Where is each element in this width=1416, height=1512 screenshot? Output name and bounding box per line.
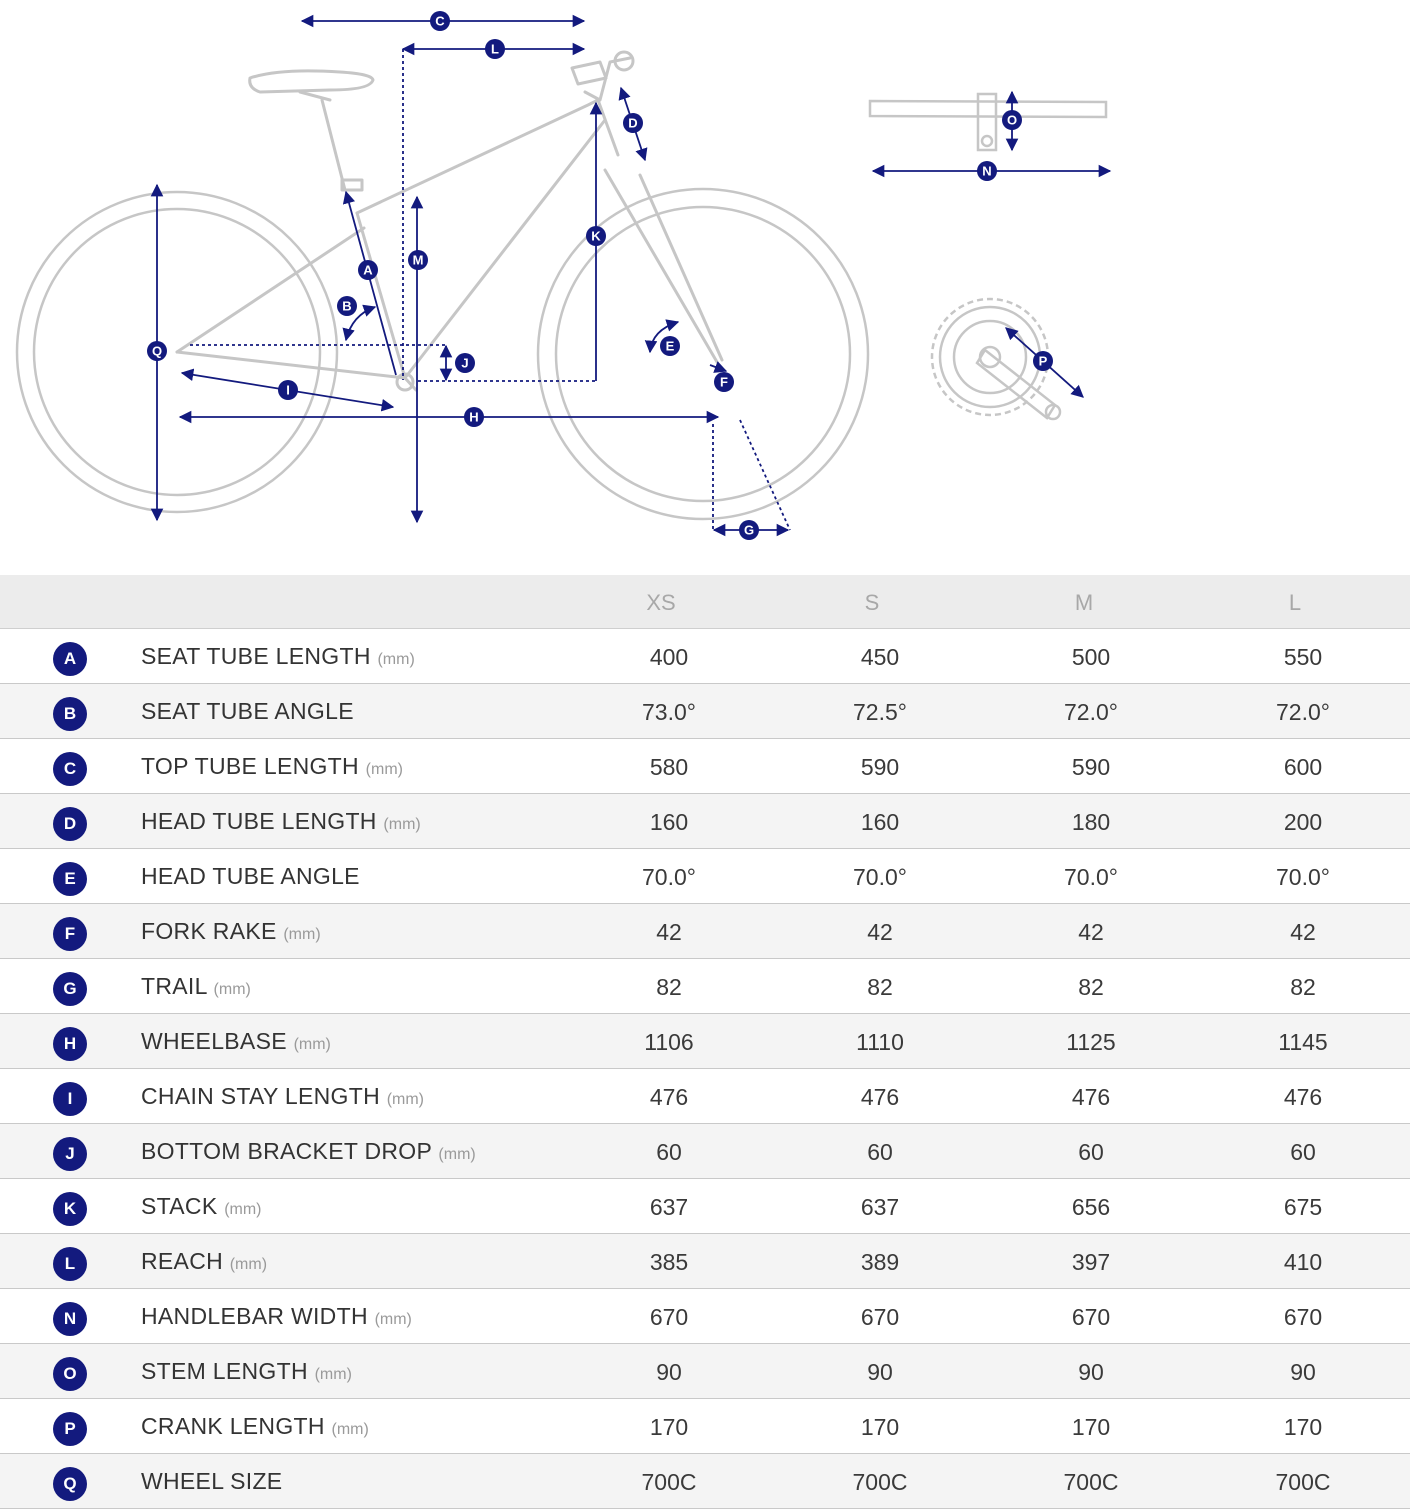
table-row xyxy=(0,849,1410,904)
table-cell: 700C xyxy=(1063,1469,1119,1495)
marker-l xyxy=(485,39,505,59)
table-cell: 500 xyxy=(1071,644,1111,670)
dimension-unit: (mm) xyxy=(383,816,421,833)
svg-text:A: A xyxy=(363,262,373,278)
dimension-unit: (mm) xyxy=(229,1256,268,1273)
dimension-badge: K xyxy=(53,1192,87,1226)
svg-text:Q: Q xyxy=(151,343,163,359)
dimension-label xyxy=(141,684,354,738)
table-row xyxy=(0,959,1410,1014)
dimension-badge: F xyxy=(53,917,87,951)
dimension-name: HEAD TUBE ANGLE xyxy=(141,863,360,889)
dimension-name: SEAT TUBE ANGLE xyxy=(141,698,354,724)
table-cell: 160 xyxy=(860,809,900,835)
svg-text:P: P xyxy=(1038,353,1048,369)
dimension-unit: (mm) xyxy=(377,651,415,668)
table-row xyxy=(0,739,1410,794)
svg-text:E: E xyxy=(665,338,675,354)
table-cell: 82 xyxy=(1290,974,1316,1000)
dimension-label xyxy=(141,1344,352,1398)
table-row xyxy=(0,904,1410,959)
table-cell: 70.0° xyxy=(1276,864,1330,890)
table-cell: 70.0° xyxy=(642,864,696,890)
dimension-label xyxy=(141,1454,282,1508)
table-cell: 72.0° xyxy=(1064,699,1118,725)
table-cell: 637 xyxy=(649,1194,689,1220)
dimension-name: WHEEL SIZE xyxy=(141,1468,283,1494)
table-cell: 60 xyxy=(1078,1139,1104,1165)
table-cell: 476 xyxy=(1283,1084,1323,1110)
table-row xyxy=(0,1399,1410,1454)
dimension-badge: H xyxy=(53,1027,87,1061)
svg-text:O: O xyxy=(1006,112,1018,128)
table-cell: 60 xyxy=(867,1139,893,1165)
size-header-m: M xyxy=(1074,590,1094,615)
dimension-badge: G xyxy=(53,972,87,1006)
svg-text:H: H xyxy=(469,409,479,425)
marker-n xyxy=(977,161,997,181)
table-cell: 700C xyxy=(641,1469,697,1495)
dimension-badge: B xyxy=(53,697,87,731)
svg-text:K: K xyxy=(591,228,601,244)
dimension-name: CHAIN STAY LENGTH xyxy=(141,1083,380,1109)
table-row xyxy=(0,629,1410,684)
marker-k xyxy=(586,226,606,246)
marker-j xyxy=(455,353,475,373)
table-cell: 550 xyxy=(1283,644,1323,670)
table-cell: 42 xyxy=(656,919,682,945)
svg-text:F: F xyxy=(720,374,728,390)
dimension-unit: (mm) xyxy=(386,1091,424,1108)
dimension-unit: (mm) xyxy=(314,1366,352,1383)
dimension-name: REACH xyxy=(141,1248,224,1274)
dimension-label xyxy=(141,739,403,793)
table-cell: 70.0° xyxy=(853,864,907,890)
table-row xyxy=(0,1014,1410,1069)
dimension-unit: (mm) xyxy=(331,1421,369,1438)
table-cell: 82 xyxy=(656,974,682,1000)
size-header-l: L xyxy=(1288,590,1302,615)
table-cell: 1110 xyxy=(856,1029,904,1055)
svg-text:G: G xyxy=(743,522,755,538)
table-cell: 160 xyxy=(649,809,689,835)
table-cell: 42 xyxy=(1078,919,1104,945)
marker-e xyxy=(660,336,680,356)
dimension-name: HEAD TUBE LENGTH xyxy=(141,808,377,834)
table-cell: 42 xyxy=(1290,919,1316,945)
table-cell: 90 xyxy=(656,1359,682,1385)
table-cell: 200 xyxy=(1283,809,1323,835)
svg-text:M: M xyxy=(412,252,424,268)
table-row xyxy=(0,1454,1410,1509)
svg-text:I: I xyxy=(286,382,290,398)
table-cell: 90 xyxy=(867,1359,893,1385)
dimension-label xyxy=(141,1234,267,1288)
dimension-unit: (mm) xyxy=(283,926,321,943)
dimension-unit: (mm) xyxy=(365,761,403,778)
marker-c xyxy=(430,11,450,31)
table-cell: 385 xyxy=(649,1249,689,1275)
dimension-unit: (mm) xyxy=(293,1036,331,1053)
table-row xyxy=(0,1179,1410,1234)
dimension-name: FORK RAKE xyxy=(141,918,277,944)
bike-geometry-diagram xyxy=(0,0,1416,575)
table-cell: 476 xyxy=(1071,1084,1111,1110)
dimension-badge: L xyxy=(53,1247,87,1281)
table-cell: 670 xyxy=(860,1304,900,1330)
dimension-badge: J xyxy=(53,1137,87,1171)
table-cell: 656 xyxy=(1071,1194,1111,1220)
table-cell: 590 xyxy=(1071,754,1111,780)
table-cell: 580 xyxy=(649,754,689,780)
dimension-label xyxy=(141,1179,262,1233)
dimension-name: CRANK LENGTH xyxy=(141,1413,325,1439)
table-cell: 72.5° xyxy=(853,699,907,725)
dimension-label xyxy=(141,629,415,683)
table-body xyxy=(0,629,1410,1509)
table-cell: 700C xyxy=(1275,1469,1331,1495)
table-cell: 400 xyxy=(649,644,689,670)
dimension-label xyxy=(141,904,321,958)
dimension-label xyxy=(141,1014,331,1068)
table-cell: 42 xyxy=(867,919,893,945)
table-cell: 1106 xyxy=(644,1029,694,1055)
table-cell: 637 xyxy=(860,1194,900,1220)
table-row xyxy=(0,1344,1410,1399)
dimension-unit: (mm) xyxy=(213,981,251,998)
table-cell: 389 xyxy=(860,1249,900,1275)
dimension-name: TRAIL xyxy=(141,973,207,999)
table-row xyxy=(0,1124,1410,1179)
dimension-label xyxy=(141,794,421,848)
dimension-badge: C xyxy=(53,752,87,786)
marker-g xyxy=(739,520,759,540)
svg-text:L: L xyxy=(491,41,499,57)
dimension-name: TOP TUBE LENGTH xyxy=(141,753,359,779)
table-cell: 82 xyxy=(1078,974,1104,1000)
table-cell: 72.0° xyxy=(1276,699,1330,725)
table-cell: 670 xyxy=(1071,1304,1111,1330)
dimension-unit: (mm) xyxy=(438,1146,476,1163)
table-row xyxy=(0,1069,1410,1124)
marker-a xyxy=(358,260,378,280)
size-header-s: S xyxy=(864,590,880,615)
table-cell: 82 xyxy=(867,974,893,1000)
table-cell: 170 xyxy=(1071,1414,1111,1440)
table-cell: 397 xyxy=(1071,1249,1111,1275)
dimension-unit: (mm) xyxy=(374,1311,412,1328)
dimension-name: STEM LENGTH xyxy=(141,1358,308,1384)
marker-o xyxy=(1002,110,1022,130)
dimension-label xyxy=(141,1124,476,1178)
dimension-badge: O xyxy=(53,1357,87,1391)
marker-d xyxy=(623,113,643,133)
table-cell: 1125 xyxy=(1066,1029,1116,1055)
table-cell: 1145 xyxy=(1278,1029,1328,1055)
table-cell: 700C xyxy=(852,1469,908,1495)
svg-text:C: C xyxy=(435,13,445,29)
table-cell: 170 xyxy=(860,1414,900,1440)
table-row xyxy=(0,684,1410,739)
table-cell: 60 xyxy=(656,1139,682,1165)
handlebar-drawing xyxy=(870,94,1106,150)
marker-f xyxy=(714,372,734,392)
marker-h xyxy=(464,407,484,427)
dimension-name: STACK xyxy=(141,1193,218,1219)
table-cell: 410 xyxy=(1283,1249,1323,1275)
geometry-table xyxy=(0,575,1410,1509)
dimension-name: SEAT TUBE LENGTH xyxy=(141,643,371,669)
marker-m xyxy=(408,250,428,270)
dimension-name: HANDLEBAR WIDTH xyxy=(141,1303,368,1329)
dimension-label xyxy=(141,959,251,1013)
svg-text:N: N xyxy=(982,163,992,179)
table-row xyxy=(0,794,1410,849)
table-cell: 670 xyxy=(1283,1304,1323,1330)
table-cell: 90 xyxy=(1290,1359,1316,1385)
dimension-label xyxy=(141,1069,424,1123)
dimension-label xyxy=(141,1399,369,1453)
size-header-xs: XS xyxy=(646,590,676,615)
dimension-label xyxy=(141,1289,412,1343)
table-cell: 675 xyxy=(1283,1194,1323,1220)
dimension-badge: I xyxy=(53,1082,87,1116)
dimension-badge: A xyxy=(53,642,87,676)
table-cell: 73.0° xyxy=(642,699,696,725)
table-cell: 670 xyxy=(649,1304,689,1330)
table-cell: 180 xyxy=(1071,809,1111,835)
dimension-badge: P xyxy=(53,1412,87,1446)
table-cell: 70.0° xyxy=(1064,864,1118,890)
dimension-badge: Q xyxy=(53,1467,87,1501)
table-header xyxy=(0,575,1410,629)
table-cell: 476 xyxy=(860,1084,900,1110)
table-cell: 170 xyxy=(649,1414,689,1440)
dimension-badge: D xyxy=(53,807,87,841)
table-cell: 60 xyxy=(1290,1139,1316,1165)
dimension-unit: (mm) xyxy=(224,1201,262,1218)
table-row xyxy=(0,1234,1410,1289)
marker-i xyxy=(278,380,298,400)
dimension-name: BOTTOM BRACKET DROP xyxy=(141,1138,432,1164)
marker-p xyxy=(1033,351,1053,371)
dimension-label xyxy=(141,849,360,903)
svg-text:J: J xyxy=(461,355,469,371)
table-cell: 590 xyxy=(860,754,900,780)
table-cell: 170 xyxy=(1283,1414,1323,1440)
svg-text:B: B xyxy=(342,298,352,314)
dimension-badge: N xyxy=(53,1302,87,1336)
table-cell: 90 xyxy=(1078,1359,1104,1385)
table-row xyxy=(0,1289,1410,1344)
marker-b xyxy=(337,296,357,316)
table-cell: 450 xyxy=(860,644,900,670)
svg-text:D: D xyxy=(628,115,638,131)
table-cell: 476 xyxy=(649,1084,689,1110)
dimension-name: WHEELBASE xyxy=(141,1028,287,1054)
marker-q xyxy=(147,341,167,361)
dimension-badge: E xyxy=(53,862,87,896)
table-cell: 600 xyxy=(1283,754,1323,780)
